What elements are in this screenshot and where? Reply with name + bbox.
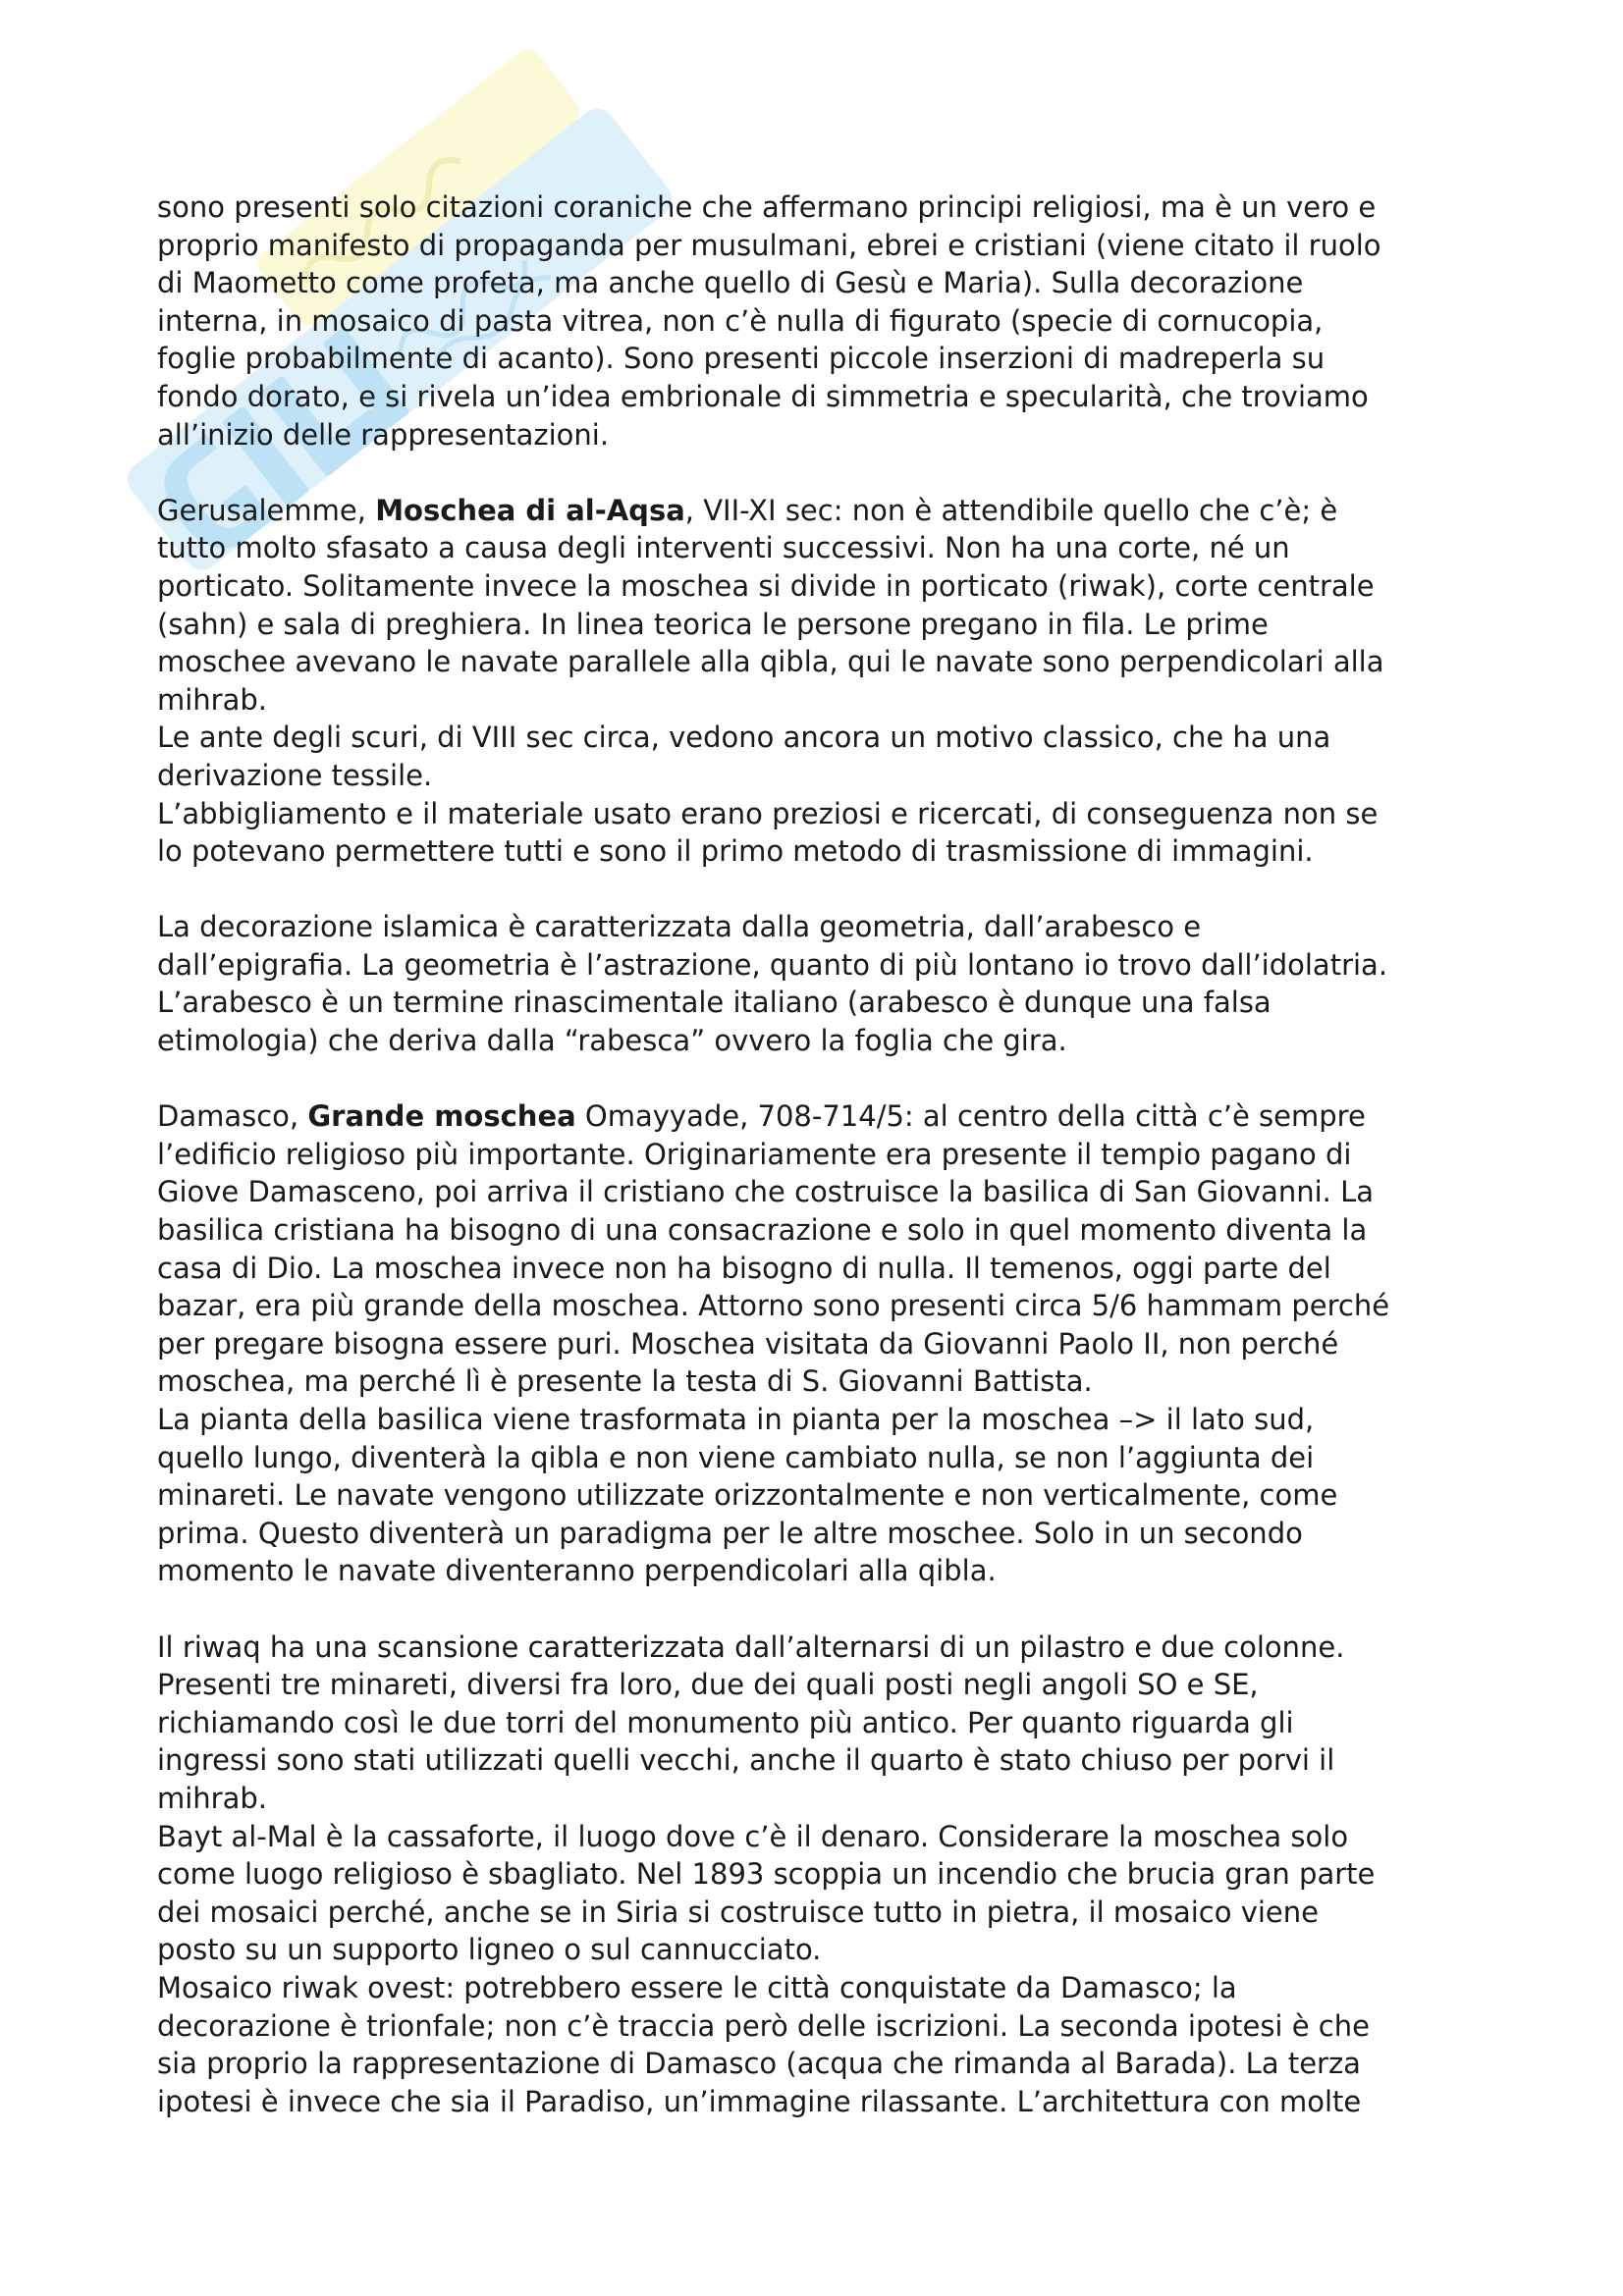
paragraph <box>157 188 1473 454</box>
text-line <box>157 1439 1473 1477</box>
text-line <box>157 832 1473 871</box>
paragraph <box>157 908 1473 1059</box>
text-run: momento le navate diventeranno perpendicolari alla qibla. <box>157 1554 997 1588</box>
text-run: moschee avevano le navate parallele alla qibla, qui le navate sono perpendicolari alla <box>157 645 1384 679</box>
text-run: ipotesi è invece che sia il Paradiso, un’immagine rilassante. L’architettura con molte <box>157 2084 1362 2118</box>
text-line <box>157 1211 1473 1250</box>
text-line <box>157 378 1473 416</box>
document-text <box>157 188 1473 2120</box>
text-line <box>157 1401 1473 1439</box>
paragraph <box>157 1097 1473 1590</box>
text-line <box>157 2045 1473 2083</box>
paragraph-spacer <box>157 871 1473 909</box>
text-line <box>157 1476 1473 1515</box>
text-line <box>157 1741 1473 1780</box>
text-run: decorazione è trionfale; non c’è traccia però delle iscrizioni. La seconda ipotesi è che <box>157 2008 1370 2043</box>
text-line <box>157 1629 1473 1667</box>
text-line <box>157 416 1473 454</box>
text-run: richiamando così le due torri del monumento più antico. Per quanto riguarda gli <box>157 1705 1294 1739</box>
text-run: come luogo religioso è sbagliato. Nel 1893 scoppia un incendio che brucia gran parte <box>157 1857 1376 1892</box>
text-line <box>157 946 1473 985</box>
text-line <box>157 188 1473 227</box>
text-run: l’edificio religioso più importante. Originariamente era presente il tempio pagano di <box>157 1137 1352 1171</box>
text-run: L’arabesco è un termine rinascimentale italiano (arabesco è dunque una falsa <box>157 986 1271 1020</box>
text-line <box>157 1325 1473 1363</box>
text-run: lo potevano permettere tutti e sono il primo metodo di trasmissione di immagini. <box>157 834 1314 869</box>
text-line <box>157 567 1473 606</box>
text-run: , VII-XI sec: non è attendibile quello che c’è; è <box>684 493 1338 527</box>
text-line <box>157 1704 1473 1742</box>
text-line <box>157 492 1473 530</box>
text-run: etimologia) che deriva dalla “rabesca” ovvero la foglia che gira. <box>157 1024 1067 1058</box>
text-line <box>157 1818 1473 1856</box>
text-run: Le ante degli scuri, di VIII sec circa, vedono ancora un motivo classico, che ha una <box>157 721 1331 755</box>
text-run: Presenti tre minareti, diversi fra loro, due dei quali posti negli angoli SO e SE, <box>157 1668 1259 1702</box>
text-run: La decorazione islamica è caratterizzata dalla geometria, dall’arabesco e <box>157 910 1202 944</box>
text-run: dei mosaici perché, anche se in Siria si costruisce tutto in pietra, il mosaico viene <box>157 1895 1319 1929</box>
bold-heading-text: Grande moschea <box>307 1099 576 1134</box>
text-run: casa di Dio. La moschea invece non ha bisogno di nulla. Il temenos, oggi parte del <box>157 1251 1331 1285</box>
text-line <box>157 2083 1473 2121</box>
text-run: quello lungo, diventerà la qibla e non viene cambiato nulla, se non l’aggiunta dei <box>157 1440 1315 1474</box>
text-run: (sahn) e sala di preghiera. In linea teorica le persone pregano in fila. Le prime <box>157 607 1269 641</box>
text-run: Il riwaq ha una scansione caratterizzata dall’alternarsi di un pilastro e due colonne. <box>157 1629 1345 1664</box>
text-line <box>157 606 1473 644</box>
text-run: Damasco, <box>157 1099 308 1134</box>
paragraph <box>157 1629 1473 2121</box>
paragraph-spacer <box>157 1590 1473 1629</box>
text-run: Giove Damasceno, poi arriva il cristiano che costruisce la basilica di San Giovanni. La <box>157 1175 1375 1209</box>
text-run: per pregare bisogna essere puri. Moschea visitata da Giovanni Paolo II, non perché <box>157 1326 1339 1361</box>
text-run: bazar, era più grande della moschea. Attorno sono presenti circa 5/6 hammam perché <box>157 1289 1390 1323</box>
text-run: interna, in mosaico di pasta vitrea, non c’è nulla di figurato (specie di cornucopia, <box>157 303 1324 338</box>
text-line <box>157 1931 1473 1969</box>
paragraph <box>157 492 1473 871</box>
paragraph-spacer <box>157 1060 1473 1098</box>
text-run: minareti. Le navate vengono utilizzate orizzontalmente e non verticalmente, come <box>157 1478 1338 1513</box>
text-line <box>157 681 1473 720</box>
text-run: basilica cristiana ha bisogno di una consacrazione e solo in quel momento diventa la <box>157 1213 1368 1248</box>
text-run: dall’epigrafia. La geometria è l’astrazione, quanto di più lontano io trovo dall’idolatria. <box>157 947 1388 982</box>
text-run: di Maometto come profeta, ma anche quello di Gesù e Maria). Sulla decorazione <box>157 266 1304 300</box>
text-line <box>157 264 1473 302</box>
text-line <box>157 757 1473 795</box>
text-line <box>157 1894 1473 1932</box>
text-line <box>157 340 1473 378</box>
text-run: sia proprio la rappresentazione di Damasco (acqua che rimanda al Barada). La terza <box>157 2047 1361 2081</box>
text-line <box>157 1022 1473 1060</box>
paragraph-spacer <box>157 454 1473 492</box>
text-line <box>157 302 1473 341</box>
text-line <box>157 1969 1473 2007</box>
text-run: mihrab. <box>157 1781 268 1815</box>
text-line <box>157 1287 1473 1325</box>
text-line <box>157 984 1473 1022</box>
text-run: porticato. Solitamente invece la moschea si divide in porticato (riwak), corte centrale <box>157 568 1375 603</box>
text-run: all’inizio delle rappresentazioni. <box>157 417 610 452</box>
text-run: posto su un supporto ligneo o sul cannucciato. <box>157 1933 822 1967</box>
text-run: foglie probabilmente di acanto). Sono presenti piccole inserzioni di madreperla su <box>157 342 1325 376</box>
text-line <box>157 643 1473 681</box>
text-line <box>157 1515 1473 1553</box>
text-line <box>157 1136 1473 1174</box>
text-run: Omayyade, 708-714/5: al centro della città c’è sempre <box>575 1099 1366 1134</box>
text-line <box>157 1362 1473 1401</box>
text-run: Gerusalemme, <box>157 493 376 527</box>
text-line <box>157 529 1473 567</box>
text-line <box>157 2007 1473 2046</box>
text-line <box>157 227 1473 265</box>
text-run: Bayt al-Mal è la cassaforte, il luogo dove c’è il denaro. Considerare la moschea solo <box>157 1819 1349 1853</box>
text-line <box>157 1666 1473 1704</box>
text-run: derivazione tessile. <box>157 758 433 792</box>
bold-heading-text: Moschea di al-Aqsa <box>375 493 685 527</box>
text-line <box>157 1250 1473 1288</box>
text-line <box>157 1097 1473 1136</box>
text-line <box>157 795 1473 833</box>
text-line <box>157 1173 1473 1211</box>
text-line <box>157 1552 1473 1590</box>
text-run: prima. Questo diventerà un paradigma per le altre moschee. Solo in un secondo <box>157 1516 1303 1550</box>
text-run: sono presenti solo citazioni coraniche che affermano principi religiosi, ma è un vero e <box>157 190 1377 224</box>
text-run: tutto molto sfasato a causa degli interventi successivi. Non ha una corte, né un <box>157 531 1290 565</box>
text-line <box>157 908 1473 946</box>
text-run: La pianta della basilica viene trasformata in pianta per la moschea –> il lato sud, <box>157 1403 1315 1436</box>
text-line <box>157 1855 1473 1894</box>
text-run: ingressi sono stati utilizzati quelli vecchi, anche il quarto è stato chiuso per porvi il <box>157 1743 1335 1778</box>
text-run: fondo dorato, e si rivela un’idea embrionale di simmetria e specularità, che troviamo <box>157 379 1369 413</box>
text-run: moschea, ma perché lì è presente la testa di S. Giovanni Battista. <box>157 1364 1093 1399</box>
text-run: L’abbigliamento e il materiale usato erano preziosi e ricercati, di conseguenza non se <box>157 796 1379 830</box>
text-line <box>157 719 1473 757</box>
text-line <box>157 1780 1473 1818</box>
text-run: mihrab. <box>157 682 268 717</box>
text-run: proprio manifesto di propaganda per musulmani, ebrei e cristiani (viene citato il ruolo <box>157 228 1381 262</box>
text-run: Mosaico riwak ovest: potrebbero essere le città conquistate da Damasco; la <box>157 1970 1237 2004</box>
